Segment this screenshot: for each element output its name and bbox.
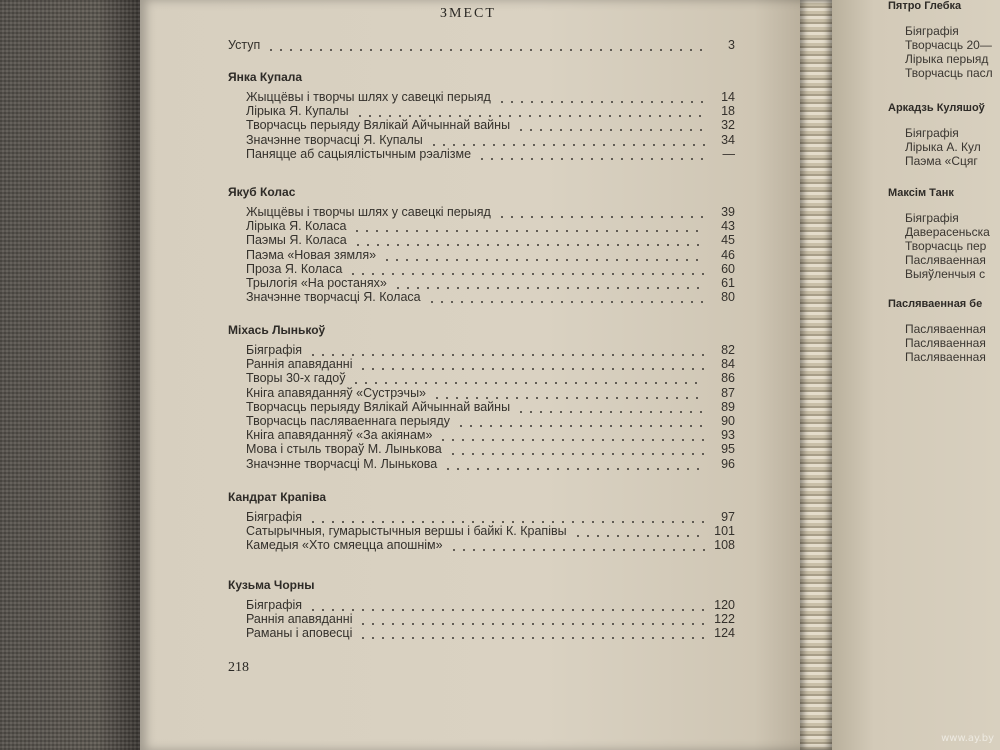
book-cover-cloth bbox=[0, 0, 140, 750]
toc-entry-page: 86 bbox=[721, 371, 735, 386]
section-heading: Якуб Колас bbox=[228, 185, 296, 199]
dot-leader bbox=[358, 637, 705, 639]
toc-entry-page: 82 bbox=[721, 343, 735, 357]
toc-entry-label: Камедыя «Хто смяецца апошнім» bbox=[246, 538, 443, 553]
toc-entry-label: Творчасць пасляваеннага перыяду bbox=[246, 414, 450, 428]
book-spine bbox=[800, 0, 832, 750]
dot-leader bbox=[355, 115, 705, 117]
toc-entry-page: — bbox=[722, 146, 735, 161]
right-section-entry: Творчасць пасл bbox=[905, 66, 993, 80]
toc-entry-label: Сатырычныя, гумарыстычныя вершы і байкі К. Крапівы bbox=[246, 524, 567, 539]
toc-entry-page: 108 bbox=[714, 538, 735, 553]
toc-entry-label: Паэмы Я. Коласа bbox=[246, 233, 347, 248]
right-section-entry: Пасляваенная bbox=[905, 322, 986, 336]
toc-entry-page: 87 bbox=[721, 385, 735, 400]
dot-leader bbox=[448, 453, 705, 455]
dot-leader bbox=[308, 521, 705, 523]
toc-entry-page: 90 bbox=[721, 414, 735, 428]
toc-entry-label: Біяграфія bbox=[246, 598, 303, 612]
toc-entry-label: Раннія апавяданні bbox=[246, 357, 353, 372]
toc-entry-label: Значэнне творчасці М. Лынькова bbox=[246, 456, 438, 471]
toc-entry-label: Жыццёвы і творчы шлях у савецкі перыяд bbox=[246, 205, 491, 219]
dot-leader bbox=[358, 623, 705, 625]
right-section-entry: Лірыка перыяд bbox=[905, 52, 989, 66]
toc-entry-label: Лірыка Я. Коласа bbox=[246, 219, 347, 234]
right-section-entry: Творчасць пер bbox=[905, 239, 987, 253]
toc-entry-page: 96 bbox=[721, 456, 735, 471]
watermark: www.ay.by bbox=[941, 733, 994, 744]
toc-entry-page: 18 bbox=[721, 104, 735, 119]
right-section-entry: Выяўленчыя с bbox=[905, 267, 986, 281]
right-section-heading: Максім Танк bbox=[888, 187, 954, 199]
dot-leader bbox=[449, 549, 705, 551]
right-section-entry: Лірыка А. Кул bbox=[905, 140, 981, 154]
dot-leader bbox=[382, 259, 705, 261]
toc-entry-label: Паняцце аб сацыялістычным рэалізме bbox=[246, 146, 472, 161]
dot-leader bbox=[427, 301, 705, 303]
section-heading: Кузьма Чорны bbox=[228, 578, 315, 592]
toc-entry-page: 84 bbox=[721, 357, 735, 372]
toc-entry-label: Раманы і аповесці bbox=[246, 626, 353, 641]
dot-leader bbox=[308, 354, 705, 356]
right-section-entry: Пасляваенная bbox=[905, 350, 986, 364]
right-section-entry: Біяграфія bbox=[905, 126, 959, 140]
toc-entry-page: 39 bbox=[721, 205, 735, 219]
right-section-entry: Даверасеньска bbox=[905, 225, 990, 239]
toc-entry-label: Кніга апавяданняў «Сустрэчы» bbox=[246, 385, 426, 400]
dot-leader bbox=[353, 244, 705, 246]
dot-leader bbox=[516, 129, 705, 131]
section-heading: Янка Купала bbox=[228, 70, 303, 84]
toc-entry-label: Значэнне творчасці Я. Коласа bbox=[246, 290, 421, 305]
dot-leader bbox=[477, 158, 705, 160]
section-heading: Міхась Лынькоў bbox=[228, 323, 326, 337]
dot-leader bbox=[393, 287, 705, 289]
right-section-entry: Біяграфія bbox=[905, 211, 959, 225]
toc-entry-page: 122 bbox=[714, 612, 735, 627]
right-section-entry: Пасляваенная bbox=[905, 253, 986, 267]
right-section-entry: Пасляваенная bbox=[905, 336, 986, 350]
toc-entry-page: 124 bbox=[714, 626, 735, 641]
toc-entry-page: 34 bbox=[721, 132, 735, 147]
toc-entry-page: 120 bbox=[714, 598, 735, 612]
toc-entry-page: 32 bbox=[721, 118, 735, 133]
dot-leader bbox=[266, 49, 705, 51]
right-section-heading: Пятро Глебка bbox=[888, 0, 962, 12]
dot-leader bbox=[351, 382, 705, 384]
toc-entry-page: 80 bbox=[721, 290, 735, 305]
right-section-entry: Паэма «Сцяг bbox=[905, 154, 978, 168]
toc-entry-label: Мова і стыль твораў М. Лынькова bbox=[246, 442, 442, 457]
dot-leader bbox=[429, 144, 705, 146]
dot-leader bbox=[443, 468, 705, 470]
toc-entry-label: Біяграфія bbox=[246, 510, 303, 524]
toc-entry-label: Раннія апавяданні bbox=[246, 612, 353, 627]
toc-title: ЗМЕСТ bbox=[440, 6, 496, 21]
dot-leader bbox=[438, 439, 705, 441]
toc-entry-label: Творы 30-х гадоў bbox=[246, 371, 346, 386]
dot-leader bbox=[308, 609, 705, 611]
toc-entry-page: 45 bbox=[721, 233, 735, 248]
section-heading: Кандрат Крапіва bbox=[228, 490, 327, 504]
dot-leader bbox=[358, 368, 705, 370]
right-section-entry: Творчасць 20— bbox=[905, 38, 992, 52]
dot-leader bbox=[497, 101, 705, 103]
toc-entry-label: Трылогія «На ростанях» bbox=[246, 276, 387, 290]
page-number: 218 bbox=[228, 660, 249, 675]
toc-entry-page: 97 bbox=[721, 510, 735, 524]
toc-entry-page: 93 bbox=[721, 428, 735, 443]
toc-entry-label: Біяграфія bbox=[246, 343, 303, 357]
toc-entry-label: Уступ bbox=[228, 38, 261, 52]
right-section-entry: Біяграфія bbox=[905, 24, 959, 38]
toc-entry-label: Паэма «Новая зямля» bbox=[246, 247, 377, 262]
toc-entry-label: Творчасць перыяду Вялікай Айчыннай вайны bbox=[246, 118, 511, 133]
toc-entry-page: 3 bbox=[728, 38, 735, 52]
toc-entry-page: 60 bbox=[721, 261, 735, 276]
toc-entry-label: Лірыка Я. Купалы bbox=[246, 104, 349, 119]
toc-entry-page: 14 bbox=[721, 90, 735, 104]
toc-entry-page: 61 bbox=[721, 276, 735, 290]
toc-entry-page: 89 bbox=[721, 399, 735, 414]
toc-entry-page: 43 bbox=[721, 219, 735, 234]
toc-entry-label: Кніга апавяданняў «За акіянам» bbox=[246, 428, 433, 443]
dot-leader bbox=[348, 273, 705, 275]
right-section-heading: Пасляваенная бе bbox=[888, 298, 983, 310]
toc-entry-page: 101 bbox=[714, 524, 735, 539]
toc-entry-page: 46 bbox=[721, 247, 735, 262]
toc-entry-page: 95 bbox=[721, 442, 735, 457]
dot-leader bbox=[516, 411, 705, 413]
dot-leader bbox=[456, 425, 705, 427]
toc-entry-label: Жыццёвы і творчы шлях у савецкі перыяд bbox=[246, 90, 491, 104]
right-section-heading: Аркадзь Куляшоў bbox=[888, 102, 985, 114]
dot-leader bbox=[497, 216, 705, 218]
dot-leader bbox=[352, 230, 705, 232]
toc-entry-label: Проза Я. Коласа bbox=[246, 261, 343, 276]
dot-leader bbox=[432, 397, 705, 399]
toc-entry-label: Творчасць перыяду Вялікай Айчыннай вайны bbox=[246, 399, 511, 414]
toc-entry-label: Значэнне творчасці Я. Купалы bbox=[246, 132, 423, 147]
